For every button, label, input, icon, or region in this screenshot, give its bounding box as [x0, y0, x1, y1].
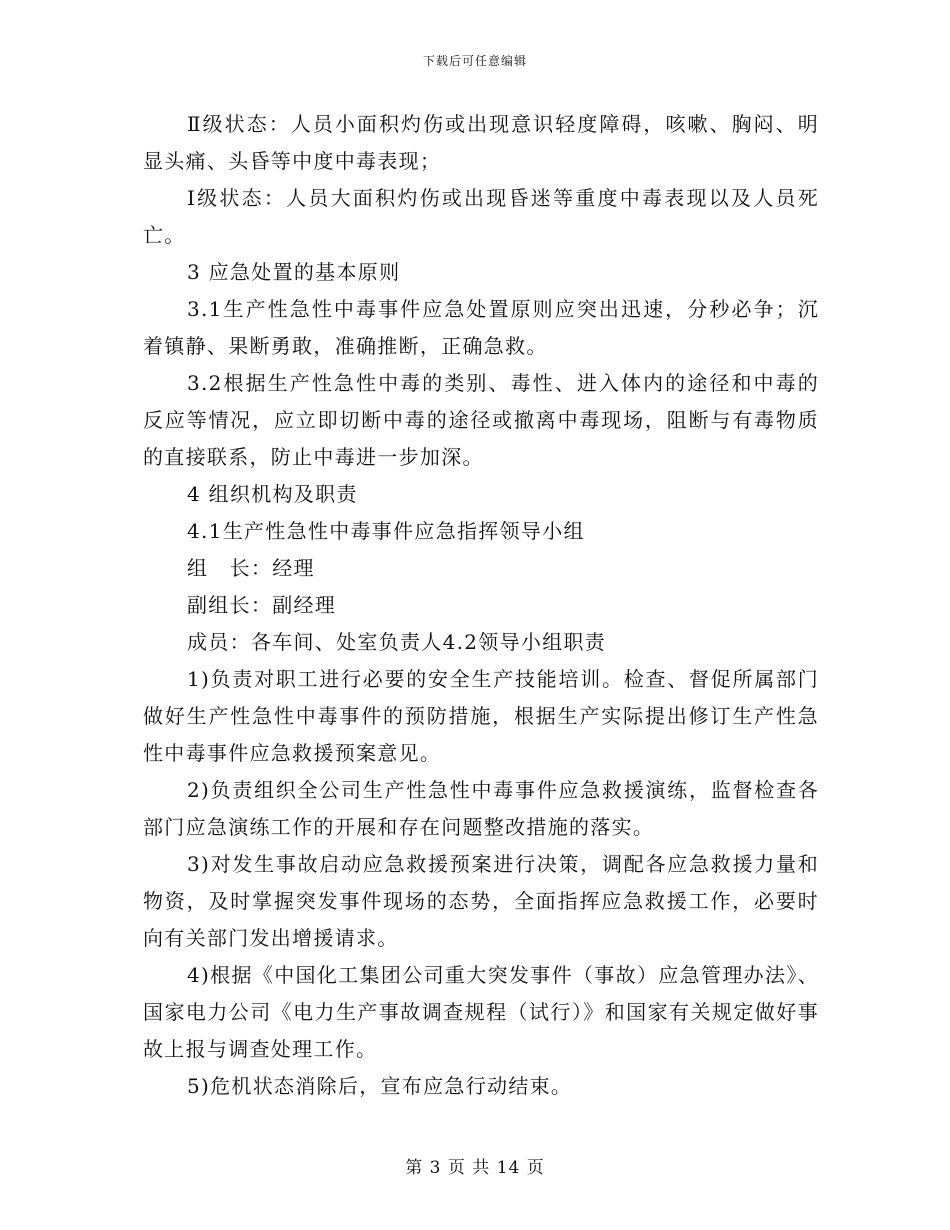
paragraph-3-2: 3.2根据生产性急性中毒的类别、毒性、进入体内的途径和中毒的反应等情况，应立即切断中毒的途径或撤离中毒现场，阻断与有毒物质的直接联系，防止中毒进一步加深。 — [143, 371, 819, 469]
paragraph-level-2-status: Ⅱ级状态：人员小面积灼伤或出现意识轻度障碍，咳嗽、胸闷、明显头痛、头昏等中度中毒表现； — [143, 112, 819, 173]
section-heading-3: 3 应急处置的基本原则 — [187, 260, 401, 284]
section-heading-4: 4 组织机构及职责 — [187, 482, 358, 506]
page-footer: 第 3 页 共 14 页 — [405, 1158, 545, 1178]
deputy-leader-line: 副组长：副经理 — [187, 593, 337, 617]
subsection-heading-4-1: 4.1生产性急性中毒事件应急指挥领导小组 — [187, 519, 585, 543]
duty-item-1: 1)负责对职工进行必要的安全生产技能培训。检查、督促所属部门做好生产性急性中毒事件的预防措施，根据生产实际提出修订生产性急性中毒事件应急救援预案意见。 — [143, 667, 819, 765]
paragraph-3-1: 3.1生产性急性中毒事件应急处置原则应突出迅速，分秒必争；沉着镇静、果断勇敢，准确推断，正确急救。 — [143, 297, 819, 358]
team-leader-line: 组 长：经理 — [187, 556, 315, 580]
page-header: 下载后可任意编辑 — [422, 54, 527, 68]
members-line: 成员：各车间、处室负责人4.2领导小组职责 — [187, 630, 607, 654]
duty-item-2: 2)负责组织全公司生产性急性中毒事件应急救援演练，监督检查各部门应急演练工作的开展和存在问题整改措施的落实。 — [143, 778, 819, 839]
duty-item-4: 4)根据《中国化工集团公司重大突发事件（事故）应急管理办法》、国家电力公司《电力生产事故调查规程（试行）》和国家有关规定做好事故上报与调查处理工作。 — [143, 963, 819, 1061]
duty-item-5: 5)危机状态消除后，宣布应急行动结束。 — [187, 1074, 573, 1098]
document-body — [143, 106, 819, 1105]
duty-item-3: 3)对发生事故启动应急救援预案进行决策，调配各应急救援力量和物资，及时掌握突发事件现场的态势，全面指挥应急救援工作，必要时向有关部门发出增援请求。 — [143, 852, 819, 950]
paragraph-level-1-status: Ⅰ级状态：人员大面积灼伤或出现昏迷等重度中毒表现以及人员死亡。 — [143, 186, 819, 247]
